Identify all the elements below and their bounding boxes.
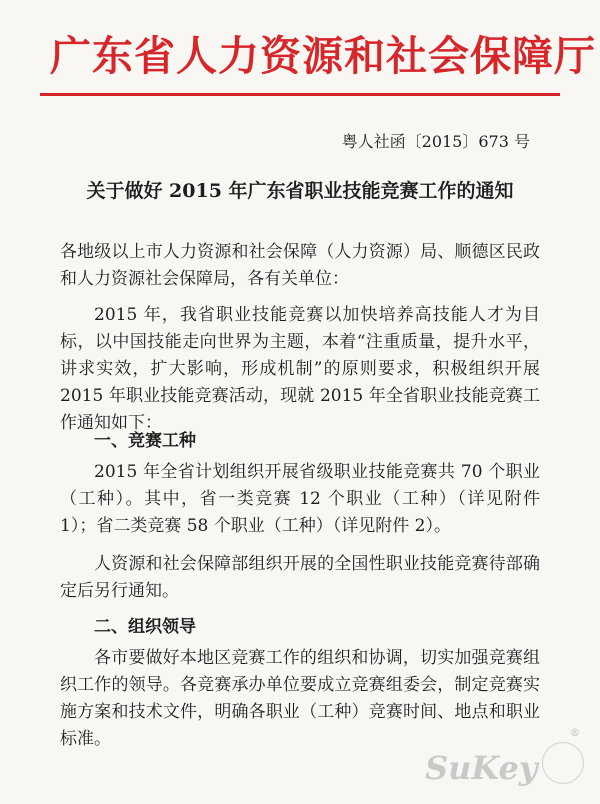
section1-paragraph-2: 人资源和社会保障部组织开展的全国性职业技能竞赛待部确定后另行通知。 (60, 554, 540, 601)
section1-paragraph-1: 2015 年全省计划组织开展省级职业技能竞赛共 70 个职业（工种）。其中，省一类竞赛 12 个职业（工种）（详见附件 1）；省二类竞赛 58 个职业（工种）（详见附件 2）。 (60, 462, 540, 536)
document-title: 关于做好 2015 年广东省职业技能竞赛工作的通知 (86, 180, 514, 202)
intro-paragraph: 2015 年，我省职业技能竞赛以加快培养高技能人才为目标，以中国技能走向世界为主题，本着“注重质量，提升水平，讲求实效，扩大影响，形成机制”的原则要求，积极组织开展 2015 年职业技能竞赛活动，现就 2015 年全省职业技能竞赛工作通知如下： (60, 305, 540, 433)
document-number: 粤人社函〔2015〕673 号 (341, 132, 530, 151)
letterhead-red-rule (40, 93, 560, 96)
addressee-paragraph: 各地级以上市人力资源和社会保障（人力资源）局、顺德区民政和人力资源社会保障局，各有关单位： (60, 242, 540, 289)
watermark-seal-icon (542, 742, 584, 784)
section-heading-competition-types: 一、竞赛工种 (94, 431, 196, 451)
section2-paragraph-1: 各市要做好本地区竞赛工作的组织和协调，切实加强竞赛组织工作的领导。各竞赛承办单位要成立竞赛组委会，制定竞赛实施方案和技术文件，明确各职业（工种）竞赛时间、地点和职业标准。 (60, 648, 540, 749)
section-heading-organization: 二、组织领导 (94, 617, 196, 637)
letterhead-title: 广东省人力资源和社会保障厅 (50, 32, 596, 80)
registered-mark: ® (570, 728, 580, 739)
sukey-watermark: SuKey (425, 749, 538, 787)
